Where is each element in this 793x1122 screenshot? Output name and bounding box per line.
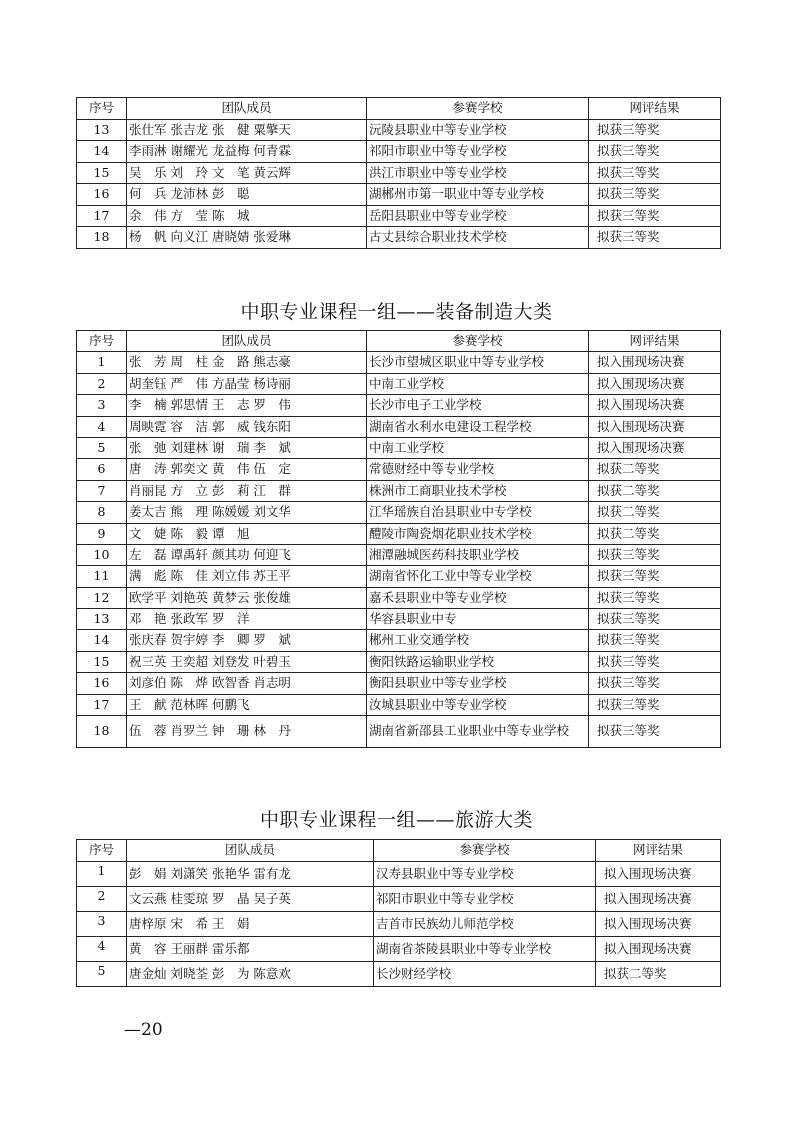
cell-result: 拟获三等奖 [589,184,721,206]
cell-result: 拟入围现场决赛 [596,912,721,937]
cell-team-members: 左 磊 谭禹轩 颜其功 何迎飞 [127,544,367,565]
table-row [77,184,721,206]
cell-team-members: 胡奎钰 严 伟 方晶莹 杨诗丽 [127,373,367,394]
table-row [77,937,721,962]
cell-index: 13 [77,609,127,630]
cell-index: 13 [77,119,127,141]
header-school: 参赛学校 [374,840,596,862]
cell-index: 17 [77,694,127,715]
cell-school: 古丈县综合职业技术学校 [367,227,589,249]
table-row [77,544,721,565]
table-row [77,673,721,694]
cell-index: 12 [77,587,127,608]
cell-team-members: 王 献 范林晖 何鹏飞 [127,694,367,715]
cell-team-members: 李 楠 郭思情 王 志 罗 伟 [127,395,367,416]
cell-result: 拟获三等奖 [589,566,721,587]
cell-result: 拟入围现场决赛 [589,352,721,373]
cell-result: 拟获二等奖 [589,523,721,544]
cell-school: 汉寿县职业中等专业学校 [374,862,596,887]
table-row [77,459,721,480]
cell-school: 湖南省新邵县工业职业中等专业学校 [367,716,589,748]
cell-result: 拟获二等奖 [589,480,721,501]
cell-school: 衡阳县职业中等专业学校 [367,673,589,694]
table-row [77,416,721,437]
table-row [77,119,721,141]
cell-school: 长沙市望城区职业中等专业学校 [367,352,589,373]
header-result: 网评结果 [596,840,721,862]
table-row [77,630,721,651]
cell-team-members: 满 彪 陈 佳 刘立伟 苏王平 [127,566,367,587]
cell-school: 嘉禾县职业中等专业学校 [367,587,589,608]
cell-index: 16 [77,184,127,206]
cell-school: 郴州工业交通学校 [367,630,589,651]
cell-school: 湖郴州市第一职业中等专业学校 [367,184,589,206]
table-header-row [77,331,721,352]
cell-team-members: 张庆春 贺宇婷 李 卿 罗 斌 [127,630,367,651]
table-row [77,587,721,608]
cell-index: 18 [77,227,127,249]
page-number: —20 [124,1020,163,1040]
cell-team-members: 祝三英 王奕超 刘登发 叶碧玉 [127,651,367,672]
cell-result: 拟获三等奖 [589,609,721,630]
table-row [77,373,721,394]
header-index: 序号 [77,331,127,352]
cell-index: 2 [77,887,127,912]
cell-index: 1 [77,352,127,373]
header-result: 网评结果 [589,98,721,120]
cell-index: 4 [77,937,127,962]
header-school: 参赛学校 [367,98,589,120]
header-team: 团队成员 [127,98,367,120]
cell-index: 14 [77,630,127,651]
cell-team-members: 黄 容 王丽群 雷乐都 [127,937,374,962]
results-table-continued [76,97,721,249]
cell-result: 拟获三等奖 [589,587,721,608]
cell-index: 1 [77,862,127,887]
cell-team-members: 周映霓 容 洁 郭 威 钱东阳 [127,416,367,437]
table-header-row [77,98,721,120]
cell-result: 拟获二等奖 [596,962,721,987]
cell-team-members: 欧学平 刘艳英 黄梦云 张俊雄 [127,587,367,608]
cell-result: 拟获三等奖 [589,205,721,227]
table-row [77,162,721,184]
cell-school: 湖南省怀化工业中等专业学校 [367,566,589,587]
section-title-tourism: 中职专业课程一组——旅游大类 [259,809,533,831]
cell-result: 拟获二等奖 [589,502,721,523]
cell-team-members: 姜太吉 熊 理 陈媛媛 刘文华 [127,502,367,523]
table-row [77,437,721,458]
cell-result: 拟入围现场决赛 [596,862,721,887]
table-row [77,694,721,715]
cell-school: 洪江市职业中等专业学校 [367,162,589,184]
cell-index: 5 [77,962,127,987]
table-header-row [77,840,721,862]
cell-school: 祁阳市职业中等专业学校 [374,887,596,912]
cell-school: 江华瑶族自治县职业中专学校 [367,502,589,523]
cell-result: 拟入围现场决赛 [589,373,721,394]
cell-result: 拟获三等奖 [589,544,721,565]
cell-team-members: 肖丽昆 方 立 彭 莉 江 群 [127,480,367,501]
header-index: 序号 [77,98,127,120]
cell-index: 16 [77,673,127,694]
cell-result: 拟入围现场决赛 [596,887,721,912]
cell-index: 11 [77,566,127,587]
cell-result: 拟入围现场决赛 [596,937,721,962]
cell-school: 中南工业学校 [367,437,589,458]
table-row [77,141,721,163]
cell-school: 常德财经中等专业学校 [367,459,589,480]
cell-team-members: 彭 娟 刘潇笑 张艳华 雷有龙 [127,862,374,887]
cell-result: 拟获三等奖 [589,673,721,694]
header-team: 团队成员 [127,331,367,352]
header-school: 参赛学校 [367,331,589,352]
cell-school: 长沙财经学校 [374,962,596,987]
cell-result: 拟获二等奖 [589,459,721,480]
cell-team-members: 文 婕 陈 毅 谭 旭 [127,523,367,544]
cell-team-members: 李雨淋 谢耀光 龙益梅 何青霖 [127,141,367,163]
cell-team-members: 张 芳 周 柱 金 路 熊志豪 [127,352,367,373]
cell-index: 9 [77,523,127,544]
section-title-equipment-manufacturing: 中职专业课程一组——装备制造大类 [240,301,553,323]
cell-team-members: 吴 乐 刘 玲 文 笔 黄云辉 [127,162,367,184]
cell-team-members: 唐金灿 刘晓荃 彭 为 陈意欢 [127,962,374,987]
cell-index: 3 [77,912,127,937]
cell-school: 中南工业学校 [367,373,589,394]
table-row [77,912,721,937]
cell-index: 18 [77,716,127,748]
table-row [77,716,721,748]
results-table-tourism [76,839,721,987]
cell-school: 华容县职业中专 [367,609,589,630]
cell-school: 沅陵县职业中等专业学校 [367,119,589,141]
cell-result: 拟入围现场决赛 [589,416,721,437]
header-result: 网评结果 [589,331,721,352]
header-index: 序号 [77,840,127,862]
cell-school: 岳阳县职业中等专业学校 [367,205,589,227]
cell-school: 湖南省水利水电建设工程学校 [367,416,589,437]
cell-result: 拟入围现场决赛 [589,437,721,458]
cell-index: 15 [77,651,127,672]
cell-school: 醴陵市陶瓷烟花职业技术学校 [367,523,589,544]
cell-school: 长沙市电子工业学校 [367,395,589,416]
cell-index: 7 [77,480,127,501]
table-row [77,205,721,227]
table-row [77,227,721,249]
cell-index: 6 [77,459,127,480]
cell-team-members: 余 伟 方 莹 陈 城 [127,205,367,227]
cell-school: 株洲市工商职业技术学校 [367,480,589,501]
cell-result: 拟获三等奖 [589,119,721,141]
cell-school: 汝城县职业中等专业学校 [367,694,589,715]
table-row [77,566,721,587]
cell-team-members: 唐 涛 郭奕文 黄 伟 伍 定 [127,459,367,480]
cell-team-members: 何 兵 龙沛林 彭 聪 [127,184,367,206]
table-row [77,523,721,544]
cell-index: 3 [77,395,127,416]
cell-index: 17 [77,205,127,227]
cell-team-members: 伍 蓉 肖罗兰 钟 珊 林 丹 [127,716,367,748]
table-row [77,395,721,416]
cell-result: 拟入围现场决赛 [589,395,721,416]
cell-result: 拟获三等奖 [589,694,721,715]
cell-result: 拟获三等奖 [589,630,721,651]
table-row [77,862,721,887]
cell-index: 5 [77,437,127,458]
cell-team-members: 张 弛 刘建林 谢 瑞 李 斌 [127,437,367,458]
cell-index: 15 [77,162,127,184]
cell-result: 拟获三等奖 [589,227,721,249]
cell-result: 拟获三等奖 [589,716,721,748]
cell-school: 湖南省茶陵县职业中等专业学校 [374,937,596,962]
cell-school: 湘潭融城医药科技职业学校 [367,544,589,565]
cell-index: 8 [77,502,127,523]
cell-team-members: 张仕军 张吉龙 张 健 粟擎天 [127,119,367,141]
cell-result: 拟获三等奖 [589,651,721,672]
cell-result: 拟获三等奖 [589,162,721,184]
cell-school: 祁阳市职业中等专业学校 [367,141,589,163]
cell-index: 14 [77,141,127,163]
table-row [77,609,721,630]
results-table-equipment-manufacturing [76,330,721,748]
table-row [77,962,721,987]
cell-index: 4 [77,416,127,437]
table-row [77,651,721,672]
cell-school: 衡阳铁路运输职业学校 [367,651,589,672]
cell-team-members: 文云燕 桂雯琼 罗 晶 吴子英 [127,887,374,912]
table-row [77,502,721,523]
cell-team-members: 唐梓原 宋 希 王 娟 [127,912,374,937]
cell-team-members: 刘彦伯 陈 烨 欧智香 肖志明 [127,673,367,694]
cell-index: 2 [77,373,127,394]
table-row [77,480,721,501]
cell-school: 吉首市民族幼儿师范学校 [374,912,596,937]
table-row [77,887,721,912]
cell-result: 拟获三等奖 [589,141,721,163]
cell-team-members: 邓 艳 张政军 罗 洋 [127,609,367,630]
cell-index: 10 [77,544,127,565]
table-row [77,352,721,373]
header-team: 团队成员 [127,840,374,862]
cell-team-members: 杨 帆 向义江 唐晓婧 张爱琳 [127,227,367,249]
